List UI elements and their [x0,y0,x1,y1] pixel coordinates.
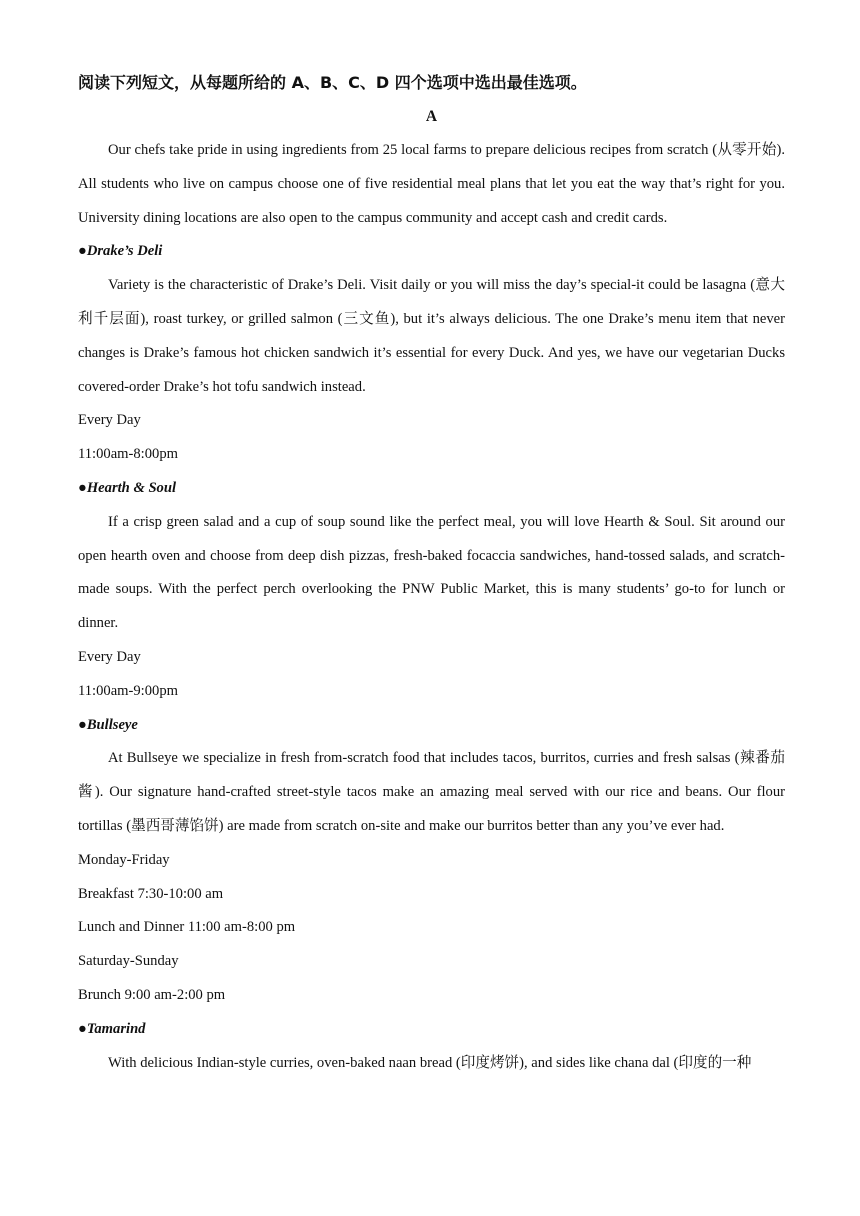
section-letter: A [425,108,438,125]
hearth-soul-days: Every Day [78,648,141,665]
drakes-deli-days: Every Day [78,412,141,429]
drakes-deli-heading: ●Drake’s Deli [78,243,163,260]
document-page [78,66,785,1080]
instruction-text: 阅读下列短文，从每题所给的 A、B、C、D 四个选项中选出最佳选项。 [78,73,587,92]
bullseye-lunch-dinner-hours: Lunch and Dinner 11:00 am-8:00 pm [78,919,296,936]
hearth-soul-heading: ●Hearth & Soul [78,479,177,496]
drakes-deli-paragraph: Variety is the characteristic of Drake’s Deli. Visit daily or you will miss the day’s special-it could be lasagna (意大利千层面), roast turkey, or grilled salmon (三文鱼), but it’s always delicious. The one Drake’s menu item that never changes is Drake’s famous hot chicken sandwich it’s essential for every Duck. And yes, we have our vegetarian Ducks covered-order Drake’s hot tofu sandwich instead. [78,277,785,395]
tamarind-paragraph: With delicious Indian-style curries, oven-baked naan bread (印度烤饼), and sides like chana dal (印度的一种 [108,1054,752,1071]
bullseye-brunch-hours: Brunch 9:00 am-2:00 pm [78,986,226,1003]
bullseye-weekday-label: Monday-Friday [78,851,170,868]
tamarind-heading: ●Tamarind [78,1020,146,1037]
hearth-soul-paragraph: If a crisp green salad and a cup of soup sound like the perfect meal, you will love Hearth & Soul. Sit around our open hearth oven and choose from deep dish pizzas, fresh-baked focaccia sandwiches, hand-tossed salads, and scratch-made soups. With the perfect perch overlooking the PNW Public Market, this is many students’ go-to for lunch or dinner. [78,513,785,632]
bullseye-breakfast-hours: Breakfast 7:30-10:00 am [78,885,224,902]
bullseye-paragraph: At Bullseye we specialize in fresh from-scratch food that includes tacos, burritos, curries and fresh salsas (辣番茄酱). Our signature hand-crafted street-style tacos make an amazing meal served with our rice and beans. Our flour tortillas (墨西哥薄馅饼) are made from scratch on-site and make our burritos better than any you’ve ever had. [78,750,785,834]
intro-paragraph: Our chefs take pride in using ingredients from 25 local farms to prepare delicious recipes from scratch (从零开始). All students who live on campus choose one of five residential meal plans that let you eat the way that’s right for you. University dining locations are also open to the campus community and accept cash and credit cards. [78,142,785,226]
bullseye-heading: ●Bullseye [78,716,138,733]
bullseye-weekend-label: Saturday-Sunday [78,953,179,970]
hearth-soul-hours: 11:00am-9:00pm [78,682,178,699]
drakes-deli-hours: 11:00am-8:00pm [78,446,178,463]
